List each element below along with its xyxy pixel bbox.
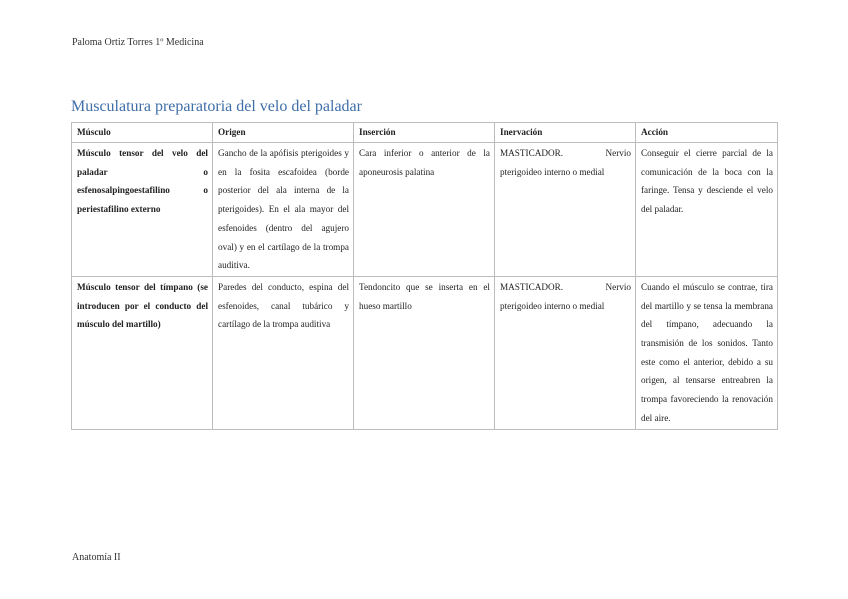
cell-origen: Paredes del conducto, espina del esfenoides, canal tubárico y cartílago de la trompa auditiva (213, 276, 354, 429)
cell-inervacion: MASTICADOR. Nervio pterigoideo interno o medial (495, 143, 636, 277)
cell-musculo: Músculo tensor del tímpano (se introducen por el conducto del músculo del martillo) (72, 276, 213, 429)
cell-insercion: Tendoncito que se inserta en el hueso martillo (354, 276, 495, 429)
section-title: Musculatura preparatoria del velo del paladar (71, 98, 362, 115)
header-musculo: Músculo (72, 123, 213, 143)
cell-accion: Cuando el músculo se contrae, tira del martillo y se tensa la membrana del tímpano, adecuando la transmisión de los sonidos. Tanto este como el anterior, debido a su origen, al tensarse entreabren la trompa favoreciendo la renovación del aire. (636, 276, 778, 429)
header-inervacion: Inervación (495, 123, 636, 143)
cell-musculo: Músculo tensor del velo del paladar o esfenosalpingoestafilino o periestafilino externo (72, 143, 213, 277)
table-header-row (72, 123, 778, 143)
header-accion: Acción (636, 123, 778, 143)
muscle-table (71, 122, 778, 430)
header-origen: Origen (213, 123, 354, 143)
table-row (72, 143, 778, 277)
cell-inervacion: MASTICADOR. Nervio pterigoideo interno o medial (495, 276, 636, 429)
page-footer: Anatomía II (72, 552, 121, 563)
page-header: Paloma Ortiz Torres 1º Medicina (72, 37, 204, 48)
header-insercion: Inserción (354, 123, 495, 143)
cell-insercion: Cara inferior o anterior de la aponeurosis palatina (354, 143, 495, 277)
cell-accion: Conseguir el cierre parcial de la comunicación de la boca con la faringe. Tensa y desciende el velo del paladar. (636, 143, 778, 277)
cell-origen: Gancho de la apófisis pterigoides y en la fosita escafoidea (borde posterior del ala interna de la pterigoides). En el ala mayor del esfenoides (dentro del agujero oval) y en el cartílago de la trompa auditiva. (213, 143, 354, 277)
table-row (72, 276, 778, 429)
